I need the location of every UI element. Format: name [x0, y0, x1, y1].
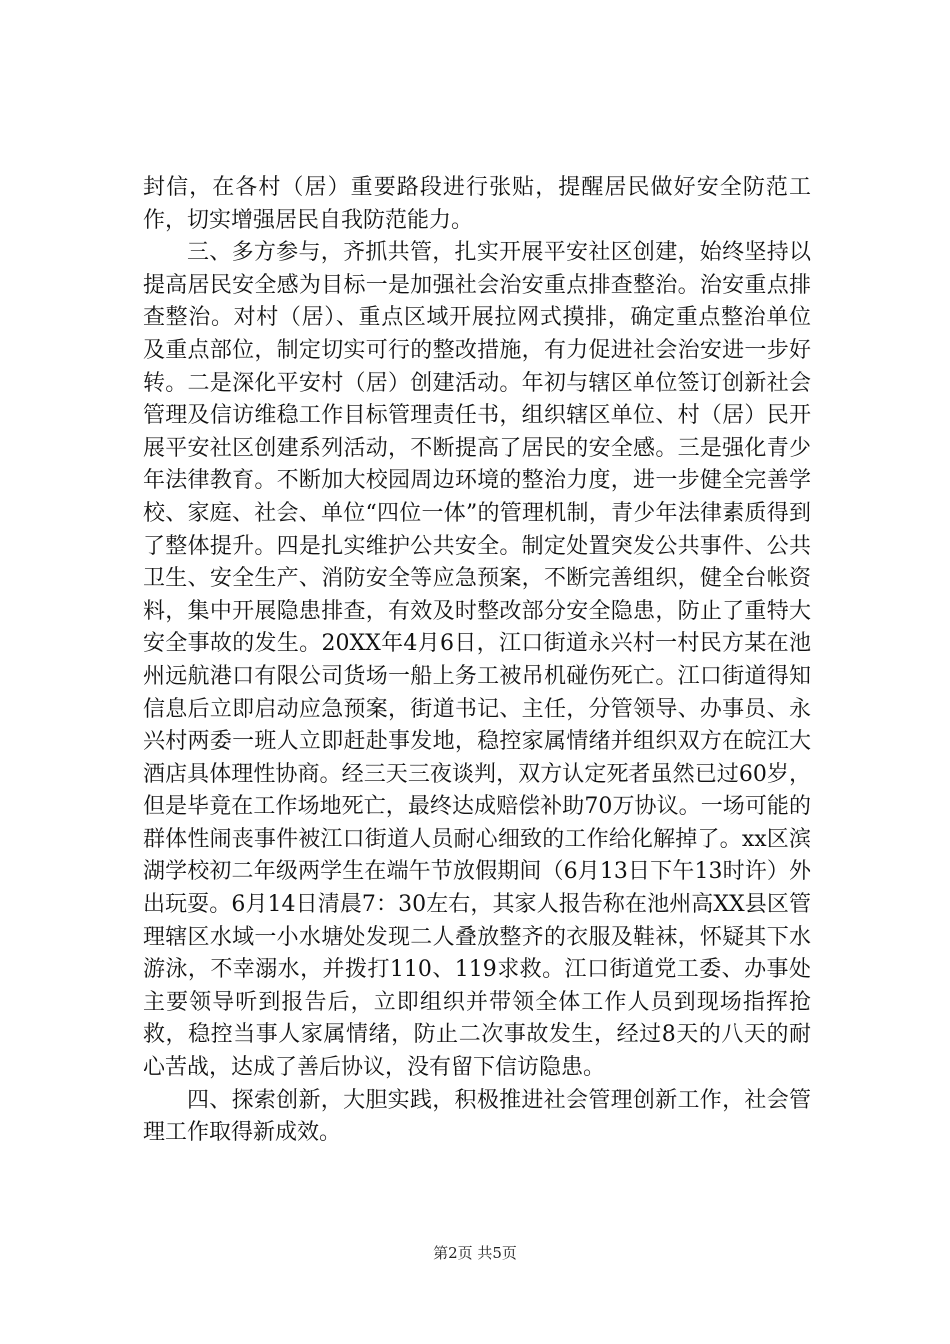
page-number-footer: 第2页 共5页: [433, 1244, 517, 1262]
paragraph-1: 封信，在各村（居）重要路段进行张贴，提醒居民做好安全防范工作，切实增强居民自我防范能力。: [143, 175, 811, 233]
paragraph-2: 三、多方参与，齐抓共管，扎实开展平安社区创建，始终坚持以提高居民安全感为目标一是加强社会治安重点排查整治。治安重点排查整治。对村（居）、重点区域开展拉网式摸排，确定重点整治单位及重点部位，制定切实可行的整改措施，有力促进社会治安进一步好转。二是深化平安村（居）创建活动。年初与辖区单位签订创新社会管理及信访维稳工作目标管理责任书，组织辖区单位、村（居）民开展平安社区创建系列活动，不断提高了居民的安全感。三是强化青少年法律教育。不断加大校园周边环境的整治力度，进一步健全完善学校、家庭、社会、单位“四位一体”的管理机制，青少年法律素质得到了整体提升。四是扎实维护公共安全。制定处置突发公共事件、公共卫生、安全生产、消防安全等应急预案，不断完善组织，健全台帐资料，集中开展隐患排查，有效及时整改部分安全隐患，防止了重特大安全事故的发生。20XX年4月6日，江口街道永兴村一村民方某在池州远航港口有限公司货场一船上务工被吊机碰伤死亡。江口街道得知信息后立即启动应急预案，街道书记、主任，分管领导、办事员、永兴村两委一班人立即赶赴事发地，稳控家属情绪并组织双方在皖江大酒店具体理性协商。经三天三夜谈判，双方认定死者虽然已过60岁，但是毕竟在工作场地死亡，最终达成赔偿补助70万协议。一场可能的群体性闹丧事件被江口街道人员耐心细致的工作给化解掉了。xx区滨湖学校初二年级两学生在端午节放假期间（6月13日下午13时许）外出玩耍。6月14日清晨7：30左右，其家人报告称在池州高XX县区管理辖区水域一小水塘处发现二人叠放整齐的衣服及鞋袜，怀疑其下水游泳，不幸溺水，并拨打110、119求救。江口街道党工委、办事处主要领导听到报告后，立即组织并带领全体工作人员到现场指挥抢救，稳控当事人家属情绪，防止二次事故发生，经过8天的八天的耐心苦战，达成了善后协议，没有留下信访隐患。: [143, 240, 811, 1081]
document-body: [143, 172, 811, 1150]
paragraph-3: 四、探索创新，大胆实践，积极推进社会管理创新工作，社会管理工作取得新成效。: [143, 1087, 811, 1146]
